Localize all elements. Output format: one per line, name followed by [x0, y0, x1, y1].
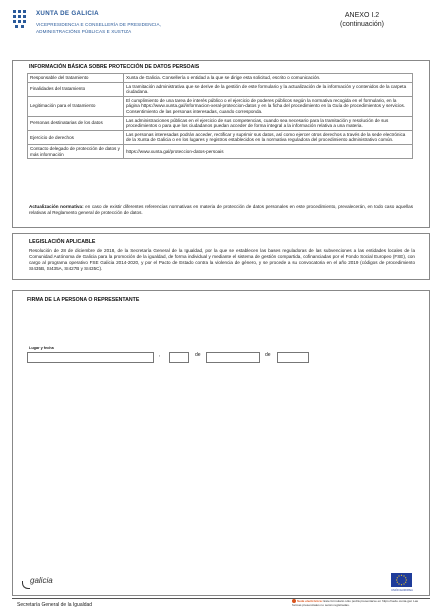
legislation-section	[12, 233, 430, 280]
page-header	[12, 9, 430, 59]
data-protection-row	[28, 144, 413, 158]
annex-subtitle: (continuación)	[340, 21, 384, 28]
data-protection-row	[28, 96, 413, 116]
comma-separator: ,	[159, 352, 161, 358]
month-input[interactable]	[206, 352, 260, 363]
place-input[interactable]	[27, 352, 154, 363]
row-key: Ejercicio de derechos	[28, 130, 124, 144]
data-protection-section	[12, 60, 430, 228]
galicia-logo-text: galicia	[30, 576, 53, 585]
day-input[interactable]	[169, 352, 189, 363]
org-department-line1: VICEPRESIDENCIA E CONSELLERÍA DE PRESIDENCIA,	[36, 22, 161, 27]
row-key: Responsable del tratamiento	[28, 74, 124, 83]
eu-caption: UNIÓN EUROPEA	[391, 589, 413, 592]
org-department-line2: ADMINISTRACIÓNS PÚBLICAS E XUSTIZA	[36, 29, 132, 34]
row-value: https://www.xunta.gal/proteccion-datos-persoais	[124, 144, 413, 158]
xunta-logo-icon	[12, 9, 28, 31]
de-separator-2: de	[265, 352, 271, 358]
signature-section	[12, 290, 430, 596]
data-protection-title: INFORMACIÓN BÁSICA SOBRE PROTECCIÓN DE DATOS PERSOAIS	[29, 64, 200, 70]
signature-area[interactable]	[21, 371, 421, 561]
year-input[interactable]	[277, 352, 309, 363]
de-separator-1: de	[195, 352, 201, 358]
eu-stars-icon	[391, 573, 412, 587]
eu-flag-icon	[391, 573, 412, 587]
legislation-title: LEGISLACIÓN APLICABLE	[29, 239, 96, 245]
footer-secretary: Secretaría General de la Igualdad	[17, 602, 93, 608]
place-date-label: Lugar y fecha	[29, 346, 54, 350]
galicia-logo	[30, 576, 53, 585]
org-name: XUNTA DE GALICIA	[36, 10, 99, 17]
row-value: El cumplimiento de una tarea de interés público o el ejercicio de poderes públicos según la normativa recogida en el formulario, en la página https://www.xunta.gal/informacion-xeral-proteccion-datos y en la ficha del procedimiento en la Guía de procedimientos y servicios. Consentimiento de las personas interesadas, cuando corresponda.	[124, 96, 413, 116]
data-protection-row	[28, 116, 413, 130]
normative-update-text: en caso de existir diferentes referencias normativas en materia de protección de datos personales en este procedimiento, prevalecerán, en todo caso aquellas relativas al Reglamento general de protección de datos.	[29, 204, 413, 215]
row-value: Xunta de Galicia. Consellería o entidad a la que se dirige esta solicitud, escrito o comunicación.	[124, 74, 413, 83]
sede-label: Sede electrónica:	[297, 599, 323, 603]
row-value: Las administraciones públicas en el ejercicio de sus competencias, cuando sea necesario para la tramitación y resolución de sus procedimientos o para que los ciudadanos puedan acceder de forma integral a la información relativa a una materia.	[124, 116, 413, 130]
data-protection-row	[28, 130, 413, 144]
annex-label	[340, 12, 384, 28]
row-key: Personas destinatarias de los datos	[28, 116, 124, 130]
row-value: Las personas interesadas podrán acceder, rectificar y suprimir sus datos, así como ejercer otros derechos a través de la sede electrónica de la Xunta de Galicia o en los lugares y registros establecidos en la normativa reguladora del procedimiento administrativo común.	[124, 130, 413, 144]
footer-sede-note	[292, 599, 424, 607]
row-key: Contacto delegado de protección de datos y más información	[28, 144, 124, 158]
row-key: Finalidades del tratamiento	[28, 82, 124, 96]
signature-title: FIRMA DE LA PERSONA O REPRESENTANTE	[27, 297, 140, 303]
normative-update-label: Actualización normativa:	[29, 204, 84, 209]
data-protection-row	[28, 74, 413, 83]
sede-text: Este formulario sólo podrá presentarse en https://sede.xunta.gal. Las formas presenciales no serán registradas.	[292, 599, 419, 608]
normative-update-note	[29, 204, 413, 216]
annex-title: ANEXO I.2	[344, 12, 380, 19]
row-value: La tramitación administrativa que se derive de la gestión de este formulario y la actualización de la información y contenidos de la carpeta ciudadana.	[124, 82, 413, 96]
legislation-text: Resolución de 28 de diciembre de 2018, de la Secretaría General de la Igualdad, por la que se establecen las bases reguladoras de las subvenciones a las entidades locales de la Comunidad Autónoma de Galicia para la promoción de la igualdad, de forma individual y mediante el sistema de gestión compartida, cofinanciadas por el Fondo Social Europeo (FSE), con cargo al programa operativo FSE Galicia 2014-2020, y por el Pacto de Estado contra la violencia de género, y se procede a su convocatoria en el año 2019 (códigos de procedimiento SI435B, SI435A, SI427B y SI435C).	[29, 248, 415, 272]
data-protection-table	[27, 73, 413, 159]
data-protection-row	[28, 82, 413, 96]
row-key: Legitimación para el tratamiento	[28, 96, 124, 116]
